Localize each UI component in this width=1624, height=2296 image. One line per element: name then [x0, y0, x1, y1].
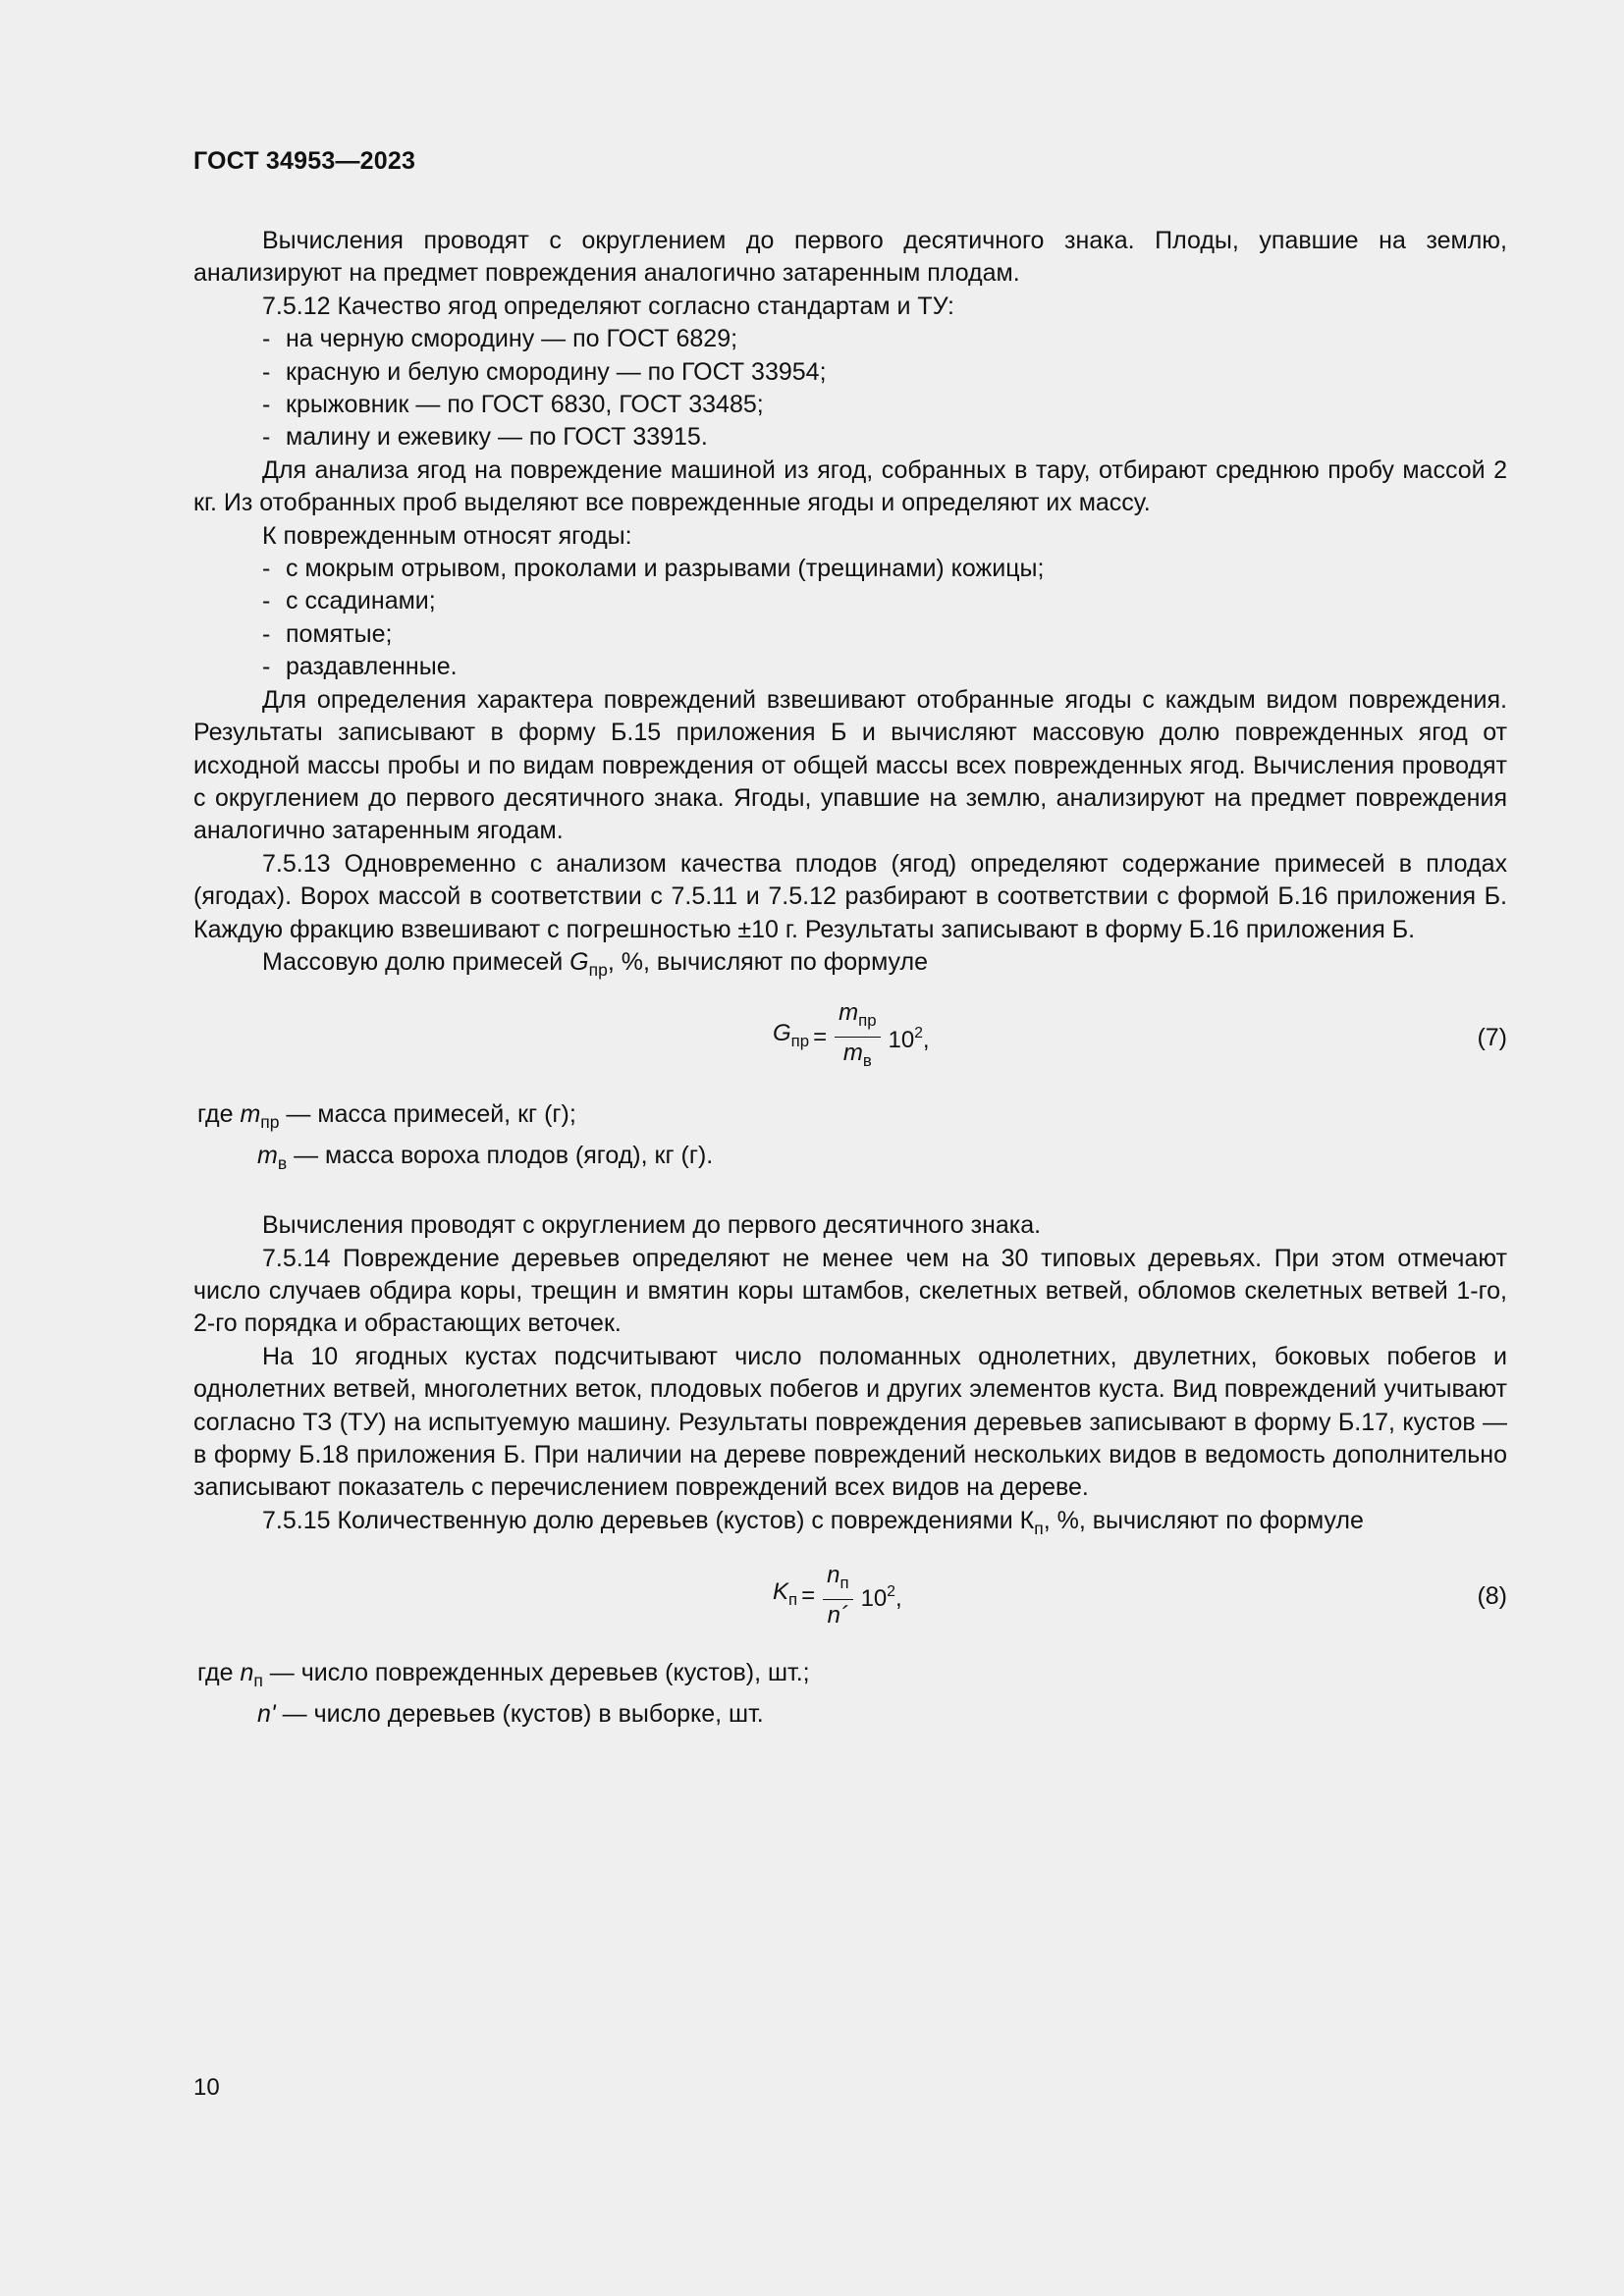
paragraph-7-5-13: 7.5.13 Одновременно с анализом качества плодов (ягод) определяют содержание примесей в плодах (ягодах). Ворох массой в соответствии с 7.5.11 и 7.5.12 разбирают в соответствии с формой Б.16 приложения Б. Каждую фракцию взвешивают с погрешностью ±10 г. Результаты записывают в форму Б.16 приложения Б. [193, 849, 1507, 943]
paragraph-7-5-15: 7.5.15 Количественную долю деревьев (кустов) с повреждениями $К_п$, %, вычисляют по формуле [262, 1506, 1364, 1538]
document-header: ГОСТ 34953—2023 [193, 147, 416, 175]
equation-number: (8) [1477, 1582, 1507, 1611]
list-item: - малину и ежевику — по ГОСТ 33915. [262, 421, 1507, 454]
paragraph: К поврежденным относят ягоды: [262, 521, 632, 550]
list-item: - помятые; [262, 618, 1507, 651]
fraction: $\frac{n_п}{n´}$ [823, 1562, 852, 1629]
paragraph-7-5-12: 7.5.12 Качество ягод определяют согласно стандартам и ТУ: [262, 292, 954, 320]
list-item: - с ссадинами; [262, 585, 1507, 617]
formula-8-legend: где $n_п$ — число поврежденных деревьев (кустов), шт.; n' — число деревьев (кустов) в выборке, шт. [197, 1659, 810, 1728]
paragraph: Для определения характера повреждений взвешивают отобранные ягоды с каждым видом повреждения. Результаты записывают в форму Б.15 приложения Б и вычисляют массовую долю поврежденных ягод от исходной массы пробы и по видам повреждения от общей массы всех поврежденных ягод. Вычисления проводят с округлением до первого десятичного знака. Ягоды, упавшие на землю, анализируют на предмет повреждения аналогично затаренным ягодам. [193, 685, 1507, 845]
list-item: - на черную смородину — по ГОСТ 6829; [262, 323, 1507, 355]
standards-list [193, 323, 1507, 454]
formula-expression: $G_{пр}$ = $\frac{m_{пр}}{m_в}$ $10^2$, [773, 996, 930, 1077]
formula-expression: $K_п$ = $\frac{n_п}{n´}$ $10^2$, [773, 1561, 902, 1629]
document-body [193, 225, 1507, 1731]
damage-types-list [193, 553, 1507, 684]
formula-7 [193, 987, 1507, 1095]
paragraph-7-5-14: 7.5.14 Повреждение деревьев определяют не менее чем на 30 типовых деревьях. При этом отмечают число случаев обдира коры, трещин и вмятин коры штамбов, скелетных ветвей, обломов скелетных ветвей 1-го, 2-го порядка и обрастающих веточек. [193, 1244, 1507, 1338]
paragraph: Вычисления проводят с округлением до первого десятичного знака. [262, 1211, 1042, 1240]
paragraph-formula-intro: Массовую долю примесей $G_{пр}$, %, вычисляют по формуле [262, 947, 928, 980]
list-item: - раздавленные. [262, 651, 1507, 683]
formula-7-legend: где $m_{пр}$ — масса примесей, кг (г); $m_в$ — масса вороха плодов (ягод), кг (г). [197, 1100, 714, 1173]
paragraph: Вычисления проводят с округлением до первого десятичного знака. Плоды, упавшие на землю, анализируют на предмет повреждения аналогично затаренным плодам. [193, 227, 1507, 288]
page-number: 10 [193, 2074, 220, 2101]
fraction: $\frac{m_{пр}}{m_в}$ [835, 999, 880, 1075]
paragraph: На 10 ягодных кустах подсчитывают число поломанных однолетних, двулетних, боковых побегов и однолетних ветвей, многолетних веток, плодовых побегов и других элементов куста. Вид повреждений учитывают согласно ТЗ (ТУ) на испытуемую машину. Результаты повреждения деревьев записывают в форму Б.17, кустов — в форму Б.18 приложения Б. При наличии на дереве повреждений нескольких видов в ведомость дополнительно записывают показатель с перечислением повреждений всех видов на дереве. [193, 1342, 1507, 1502]
equation-number: (7) [1477, 1024, 1507, 1052]
list-item: - крыжовник — по ГОСТ 6830, ГОСТ 33485; [262, 389, 1507, 421]
paragraph: Для анализа ягод на повреждение машиной из ягод, собранных в тару, отбирают среднюю пробу массой 2 кг. Из отобранных проб выделяют все поврежденные ягоды и определяют их массу. [193, 455, 1507, 517]
formula-8 [193, 1545, 1507, 1653]
list-item: - с мокрым отрывом, проколами и разрывами (трещинами) кожицы; [262, 553, 1507, 585]
list-item: - красную и белую смородину — по ГОСТ 33954; [262, 356, 1507, 389]
